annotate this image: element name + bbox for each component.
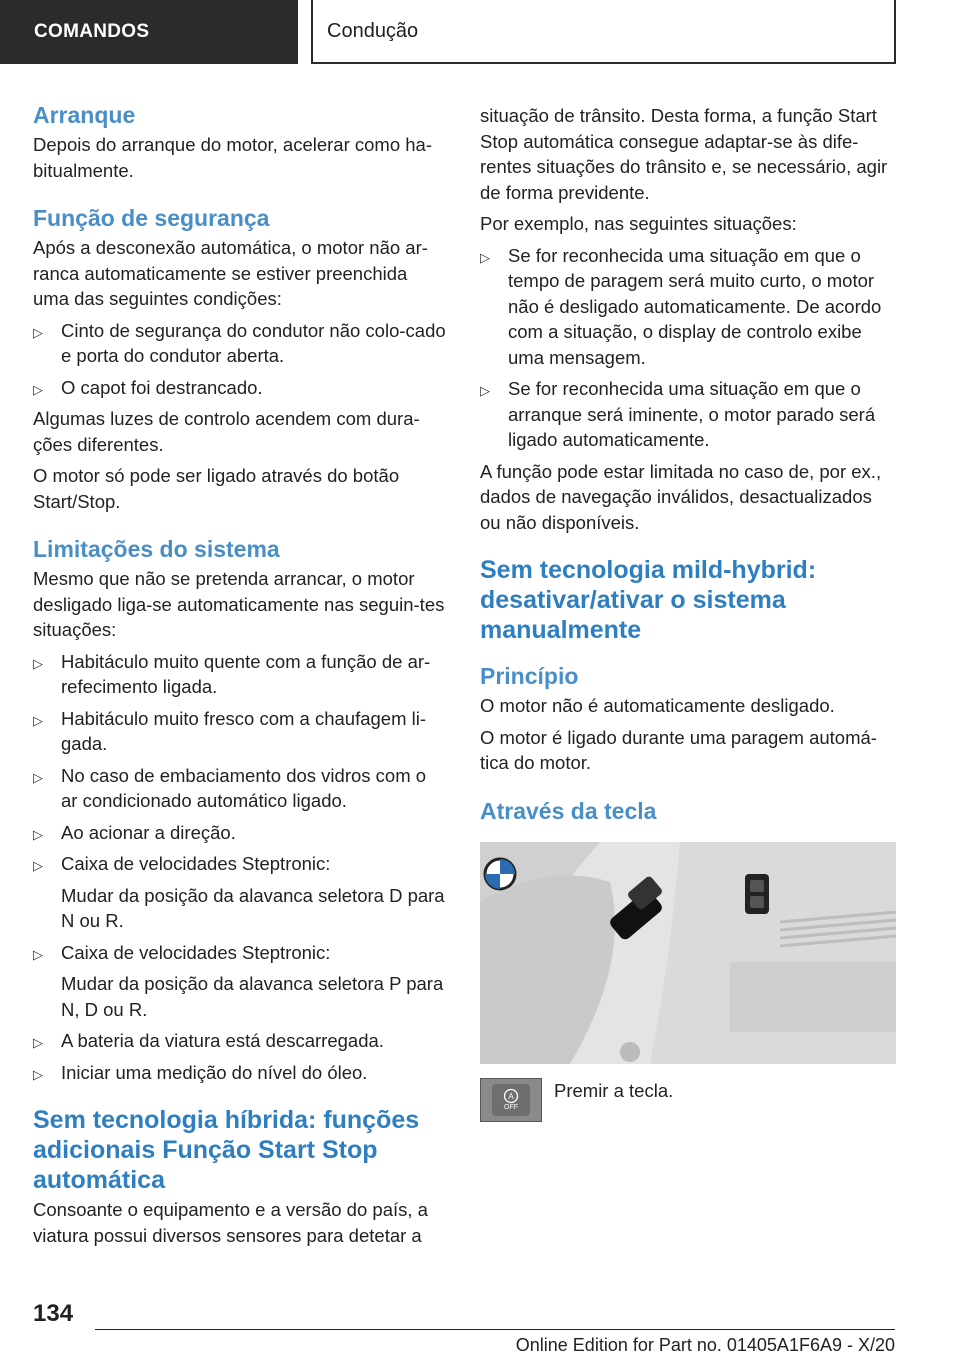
bullet-triangle-icon: ▷ <box>33 712 43 728</box>
paragraph: Premir a tecla. <box>554 1079 674 1101</box>
button-face <box>492 1084 530 1116</box>
paragraph: Algumas luzes de controlo acendem com dura-ções diferentes. <box>33 408 420 455</box>
list-item: ▷ Habitáculo muito fresco com a chaufagem li-gada. <box>33 707 427 754</box>
paragraph: situação de trânsito. Desta forma, a função Start Stop automática consegue adaptar-se às dife-rentes situações do trânsito e, se necessário, agir de forma previdente. <box>480 105 888 203</box>
instruction-row <box>480 1078 896 1122</box>
list-item: ▷ Se for reconhecida uma situação em que o tempo de paragem será muito curto, o motor não é desligado automaticamente. De acordo com a situação, o display de controlo exibe uma mensagem. <box>480 244 882 368</box>
list-item: ▷ Cinto de segurança do condutor não colo-cado e porta do condutor aberta. <box>33 319 446 366</box>
paragraph: O motor não é automaticamente desligado. <box>480 695 835 716</box>
chapter-title: COMANDOS <box>34 21 150 42</box>
list-item: ▷ Ao acionar a direção. <box>33 820 447 846</box>
paragraph: Mesmo que não se pretenda arrancar, o motor desligado liga-se automaticamente nas seguin-tes situações: <box>33 568 445 640</box>
paragraph: Após a desconexão automática, o motor não ar-ranca automaticamente se estiver preenchida uma das seguintes condições: <box>33 237 428 309</box>
footer-edition: Online Edition for Part no. 01405A1F6A9 - X/20 <box>515 1335 895 1355</box>
footer-divider <box>95 1329 895 1330</box>
svg-text:A: A <box>508 1091 514 1101</box>
bullet-triangle-icon: ▷ <box>33 1035 43 1050</box>
heading-tecla: Através da tecla <box>480 797 657 824</box>
chapter-tab <box>0 0 298 64</box>
list-item: ▷ Habitáculo muito quente com a função de ar-refecimento ligada. <box>33 650 431 697</box>
page-number: 134 <box>33 1300 74 1327</box>
paragraph: Consoante o equipamento e a versão do país, a viatura possui diversos sensores para detetar a <box>33 1199 428 1246</box>
right-column <box>480 103 896 1122</box>
bullet-triangle-icon: ▷ <box>480 249 490 265</box>
dashboard-illustration <box>480 842 896 1064</box>
heading-principio: Princípio <box>480 663 579 689</box>
paragraph: A função pode estar limitada no caso de, por ex., dados de navegação inválidos, desactualizados ou não disponíveis. <box>480 460 882 533</box>
list-item: ▷ A bateria da viatura está descarregada. <box>33 1028 447 1054</box>
section-header <box>311 0 896 64</box>
heading-hibrida: Sem tecnologia híbrida: funções adicionais Função Start Stop automática <box>33 1106 420 1194</box>
a-circle-arrow-icon <box>503 1088 519 1104</box>
bullet-triangle-icon: ▷ <box>33 1066 43 1082</box>
bullet-triangle-icon: ▷ <box>33 655 43 671</box>
heading-arranque: Arranque <box>33 102 136 128</box>
auto-start-stop-button-icon <box>480 1078 542 1122</box>
heading-limitacoes: Limitações do sistema <box>33 536 280 562</box>
paragraph: O motor é ligado durante uma paragem automá-tica do motor. <box>480 726 877 773</box>
list-item-sub: Mudar da posição da alavanca seletora P para N, D ou R. <box>61 973 444 1020</box>
paragraph: Por exemplo, nas seguintes situações: <box>480 213 797 234</box>
bullet-triangle-icon: ▷ <box>33 826 43 842</box>
bullet-triangle-icon: ▷ <box>33 946 43 962</box>
left-column <box>33 100 447 1254</box>
dashboard-drawing <box>480 842 896 1064</box>
list-seguranca <box>33 318 447 401</box>
list-item: ▷ No caso de embaciamento dos vidros com o ar condicionado automático ligado. <box>33 764 427 811</box>
list-item: ▷ Se for reconhecida uma situação em que o arranque será iminente, o motor parado será ligado automaticamente. <box>480 378 876 450</box>
button-off-label: OFF <box>504 1103 518 1111</box>
list-exemplo <box>480 243 896 453</box>
heading-seguranca: Função de segurança <box>33 205 270 231</box>
list-item-sub: Mudar da posição da alavanca seletora D para N ou R. <box>61 884 445 931</box>
list-item: ▷ Caixa de velocidades Steptronic: Mudar da posição da alavanca seletora D para N ou R. <box>33 851 447 934</box>
list-item: ▷ Iniciar uma medição do nível do óleo. <box>33 1060 447 1086</box>
list-limitacoes <box>33 649 447 1086</box>
section-title: Condução <box>327 19 419 42</box>
bullet-triangle-icon: ▷ <box>33 858 43 873</box>
bullet-triangle-icon: ▷ <box>33 381 43 397</box>
bullet-triangle-icon: ▷ <box>33 769 43 785</box>
paragraph: O motor só pode ser ligado através do botão Start/Stop. <box>33 465 400 512</box>
bullet-triangle-icon: ▷ <box>480 383 490 398</box>
list-item: ▷ Caixa de velocidades Steptronic: Mudar da posição da alavanca seletora P para N, D ou R. <box>33 940 447 1023</box>
bullet-triangle-icon: ▷ <box>33 324 43 340</box>
heading-mild-hybrid: Sem tecnologia mild-hybrid: desativar/ativar o sistema manualmente <box>480 556 817 644</box>
paragraph: Depois do arranque do motor, acelerar como ha-bitualmente. <box>33 134 432 181</box>
list-item: ▷ O capot foi destrancado. <box>33 375 447 401</box>
